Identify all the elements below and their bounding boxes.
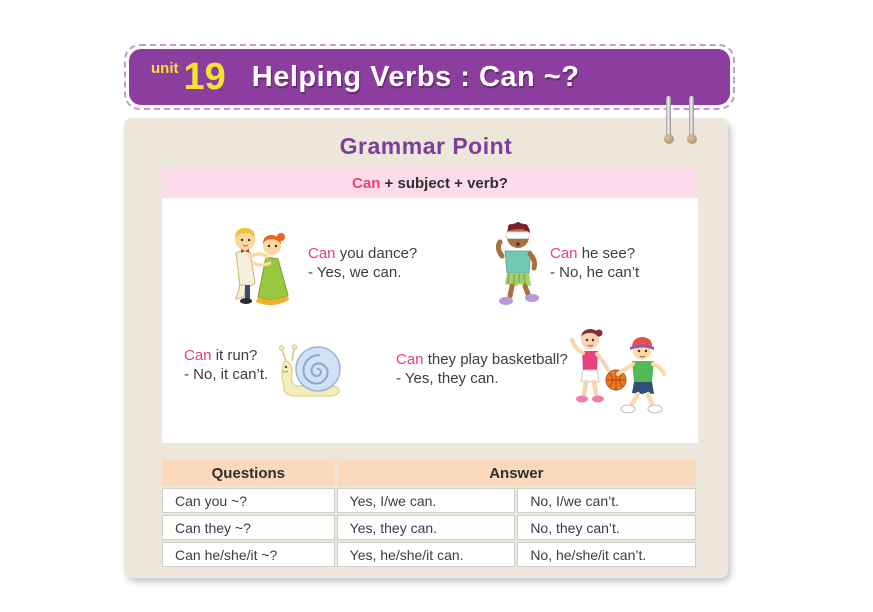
can-highlight: Can — [184, 347, 212, 364]
example-question: he see? — [577, 245, 636, 262]
grammar-card — [124, 118, 728, 578]
section-title: Grammar Point — [339, 133, 513, 159]
kids-playing-basketball-illustration — [560, 324, 672, 420]
unit-label: unit — [151, 59, 179, 77]
question-cell: Can you ~? — [162, 488, 335, 513]
can-highlight: Can — [308, 245, 336, 262]
yes-answer-cell: Yes, they can. — [337, 515, 516, 540]
example-answer: - No, he can’t — [550, 264, 640, 281]
pin-icon — [689, 96, 694, 140]
rule-highlight: Can — [352, 174, 381, 192]
table-row — [162, 488, 696, 513]
table-header-row — [162, 460, 696, 486]
no-answer-cell: No, I/we can’t. — [517, 488, 696, 513]
blindfolded-boy-illustration — [488, 220, 548, 308]
example-basketball-illustration-wrap — [560, 324, 672, 425]
example-question: it run? — [211, 347, 258, 364]
yes-answer-cell: Yes, I/we can. — [337, 488, 516, 513]
example-see-text — [550, 244, 639, 282]
question-cell: Can they ~? — [162, 515, 335, 540]
example-dance-text — [308, 244, 417, 282]
examples-panel — [162, 168, 698, 443]
table-row — [162, 515, 696, 540]
can-highlight: Can — [396, 351, 424, 368]
snail-illustration — [274, 334, 348, 404]
example-basketball-text — [396, 350, 568, 388]
no-answer-cell: No, he/she/it can’t. — [517, 542, 696, 567]
example-see-illustration-wrap — [488, 220, 548, 313]
page-title: Helping Verbs : Can ~? — [251, 60, 580, 93]
example-run-text — [184, 346, 268, 384]
can-highlight: Can — [550, 245, 578, 262]
example-question: they play basketball? — [423, 351, 568, 368]
rule-band — [162, 168, 698, 198]
question-cell: Can he/she/it ~? — [162, 542, 335, 567]
example-answer: - No, it can’t. — [184, 366, 269, 383]
questions-column-header: Questions — [162, 460, 335, 486]
rule-text: + subject + verb? — [380, 174, 508, 192]
example-run-illustration-wrap — [274, 334, 348, 409]
answer-column-header: Answer — [337, 460, 696, 486]
qa-table — [160, 458, 698, 569]
unit-banner-inner — [129, 49, 730, 105]
unit-banner — [124, 44, 735, 110]
example-answer: - Yes, they can. — [396, 370, 499, 387]
no-answer-cell: No, they can’t. — [517, 515, 696, 540]
example-dance-illustration-wrap — [220, 223, 300, 320]
dancing-couple-illustration — [220, 223, 300, 315]
example-answer: - Yes, we can. — [308, 264, 402, 281]
unit-number: 19 — [183, 56, 226, 98]
pin-icon — [666, 96, 671, 140]
example-question: you dance? — [335, 245, 418, 262]
yes-answer-cell: Yes, he/she/it can. — [337, 542, 516, 567]
table-row — [162, 542, 696, 567]
